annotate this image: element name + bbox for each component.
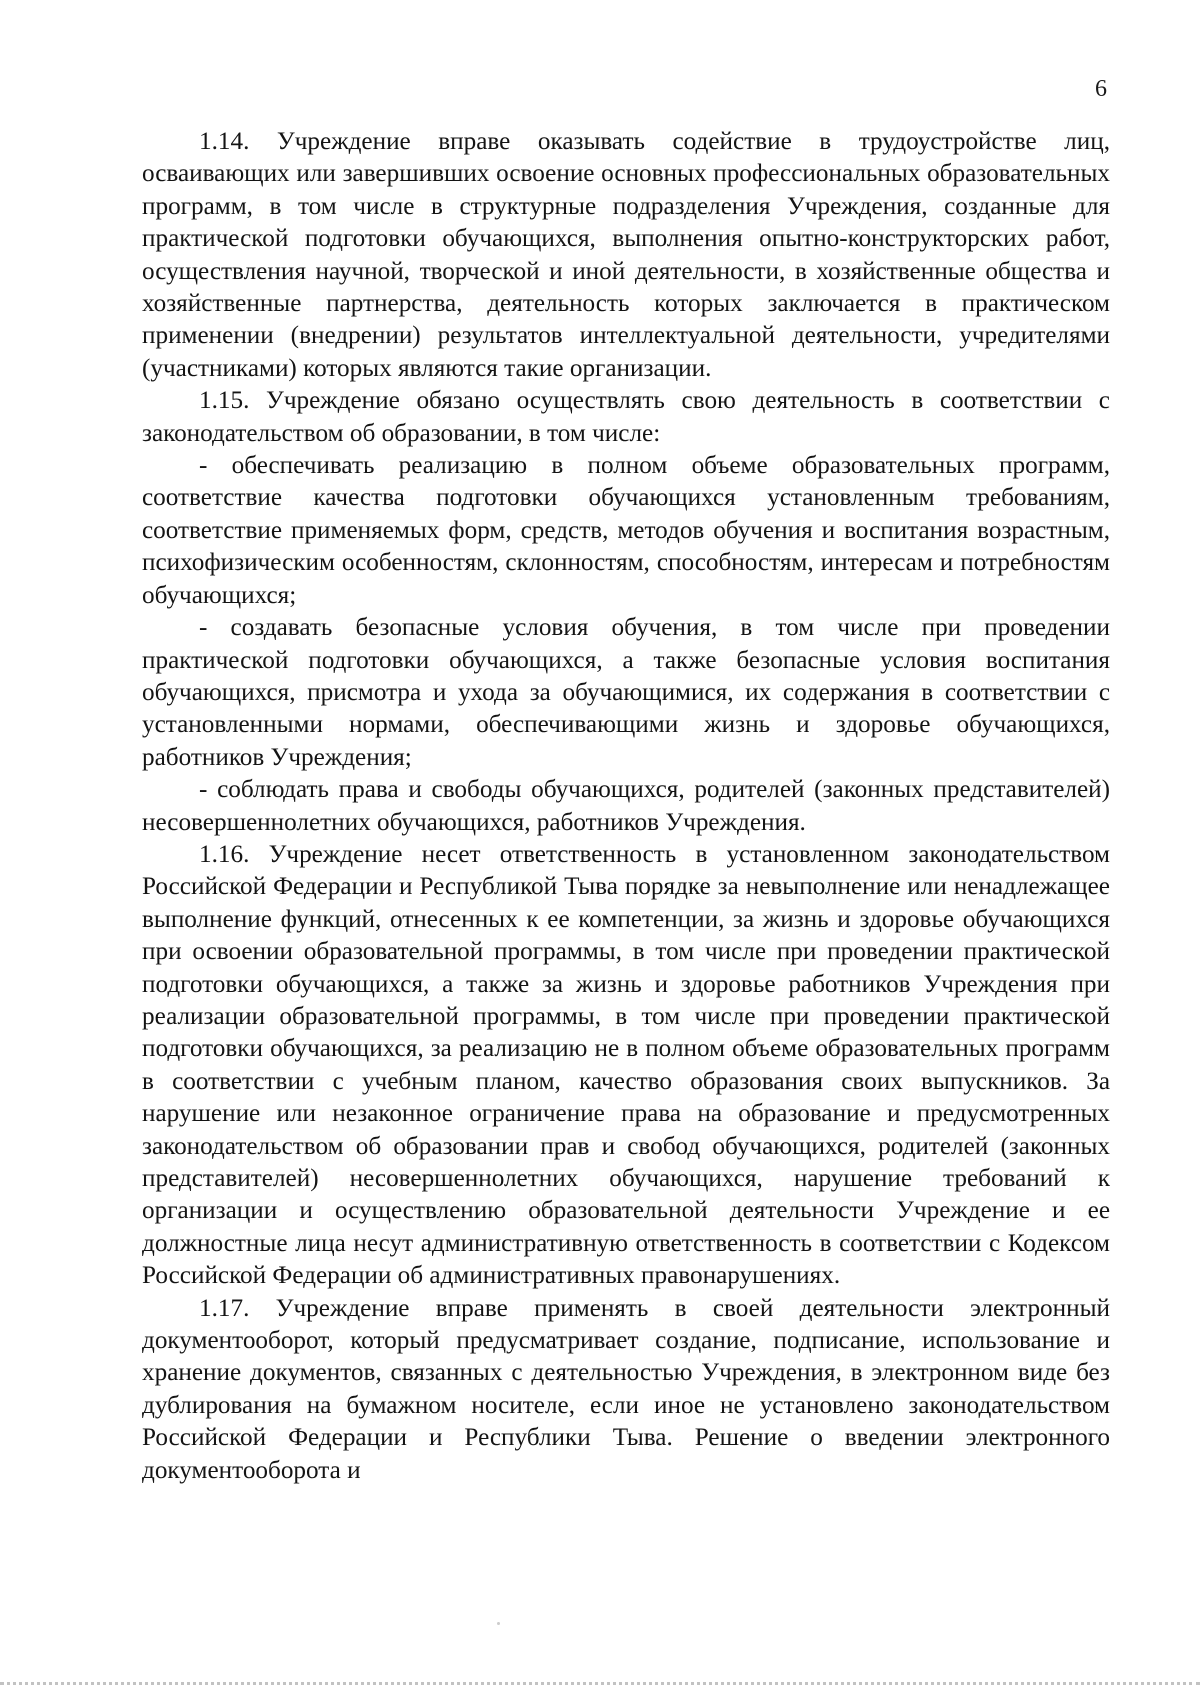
- scan-edge-noise: [0, 1682, 1200, 1691]
- page-number: 6: [1095, 76, 1107, 102]
- scan-speck: [497, 1622, 500, 1625]
- list-item-obligation-2: - создавать безопасные условия обучения, в том числе при проведении практической подготовки обучающихся, а также безопасные условия воспитания обучающихся, присмотра и ухода за обучающимися, их содержания в соответствии с установленными нормами, обеспечивающими жизнь и здоровье обучающихся, работников Учреждения;: [142, 614, 1110, 771]
- paragraph-1-14: 1.14. Учреждение вправе оказывать содействие в трудоустройстве лиц, осваивающих или завершивших освоение основных профессиональных образовательных программ, в том числе в структурные подразделения Учреждения, созданные для практической подготовки обучающихся, выполнения опытно-конструкторских работ, осуществления научной, творческой и иной деятельности, в хозяйственные общества и хозяйственные партнерства, деятельность которых заключается в практическом применении (внедрении) результатов интеллектуальной деятельности, учредителями (участниками) которых являются такие организации.: [142, 128, 1110, 382]
- paragraph-1-16: 1.16. Учреждение несет ответственность в установленном законодательством Российской Федерации и Республикой Тыва порядке за невыполнение или ненадлежащее выполнение функций, отнесенных к ее компетенции, за жизнь и здоровье обучающихся при освоении образовательной программы, в том числе при проведении практической подготовки обучающихся, а также за жизнь и здоровье работников Учреждения при реализации образовательной программы, в том числе при проведении практической подготовки обучающихся, за реализацию не в полном объеме образовательных программ в соответствии с учебным планом, качество образования своих выпускников. За нарушение или незаконное ограничение права на образование и предусмотренных законодательством об образовании прав и свобод обучающихся, родителей (законных представителей) несовершеннолетних обучающихся, нарушение требований к организации и осуществлению образовательной деятельности Учреждение и ее должностные лица несут административную ответственность в соответствии с Кодексом Российской Федерации об административных правонарушениях.: [142, 840, 1110, 1290]
- list-item-obligation-1: - обеспечивать реализацию в полном объеме образовательных программ, соответствие качества подготовки обучающихся установленным требованиям, соответствие применяемых форм, средств, методов обучения и воспитания возрастным, психофизическим особенностям, склонностям, способностям, интересам и потребностям обучающихся;: [142, 452, 1110, 609]
- paragraph-1-17: 1.17. Учреждение вправе применять в своей деятельности электронный документооборот, который предусматривает создание, подписание, использование и хранение документов, связанных с деятельностью Учреждения, в электронном виде без дублирования на бумажном носителе, если иное не установлено законодательством Российской Федерации и Республики Тыва. Решение о введении электронного документооборота и: [142, 1294, 1110, 1484]
- document-body: [142, 126, 1110, 1487]
- list-item-obligation-3: - соблюдать права и свободы обучающихся, родителей (законных представителей) несовершеннолетних обучающихся, работников Учреждения.: [142, 776, 1110, 836]
- paragraph-1-15: 1.15. Учреждение обязано осуществлять свою деятельность в соответствии с законодательством об образовании, в том числе:: [142, 387, 1110, 447]
